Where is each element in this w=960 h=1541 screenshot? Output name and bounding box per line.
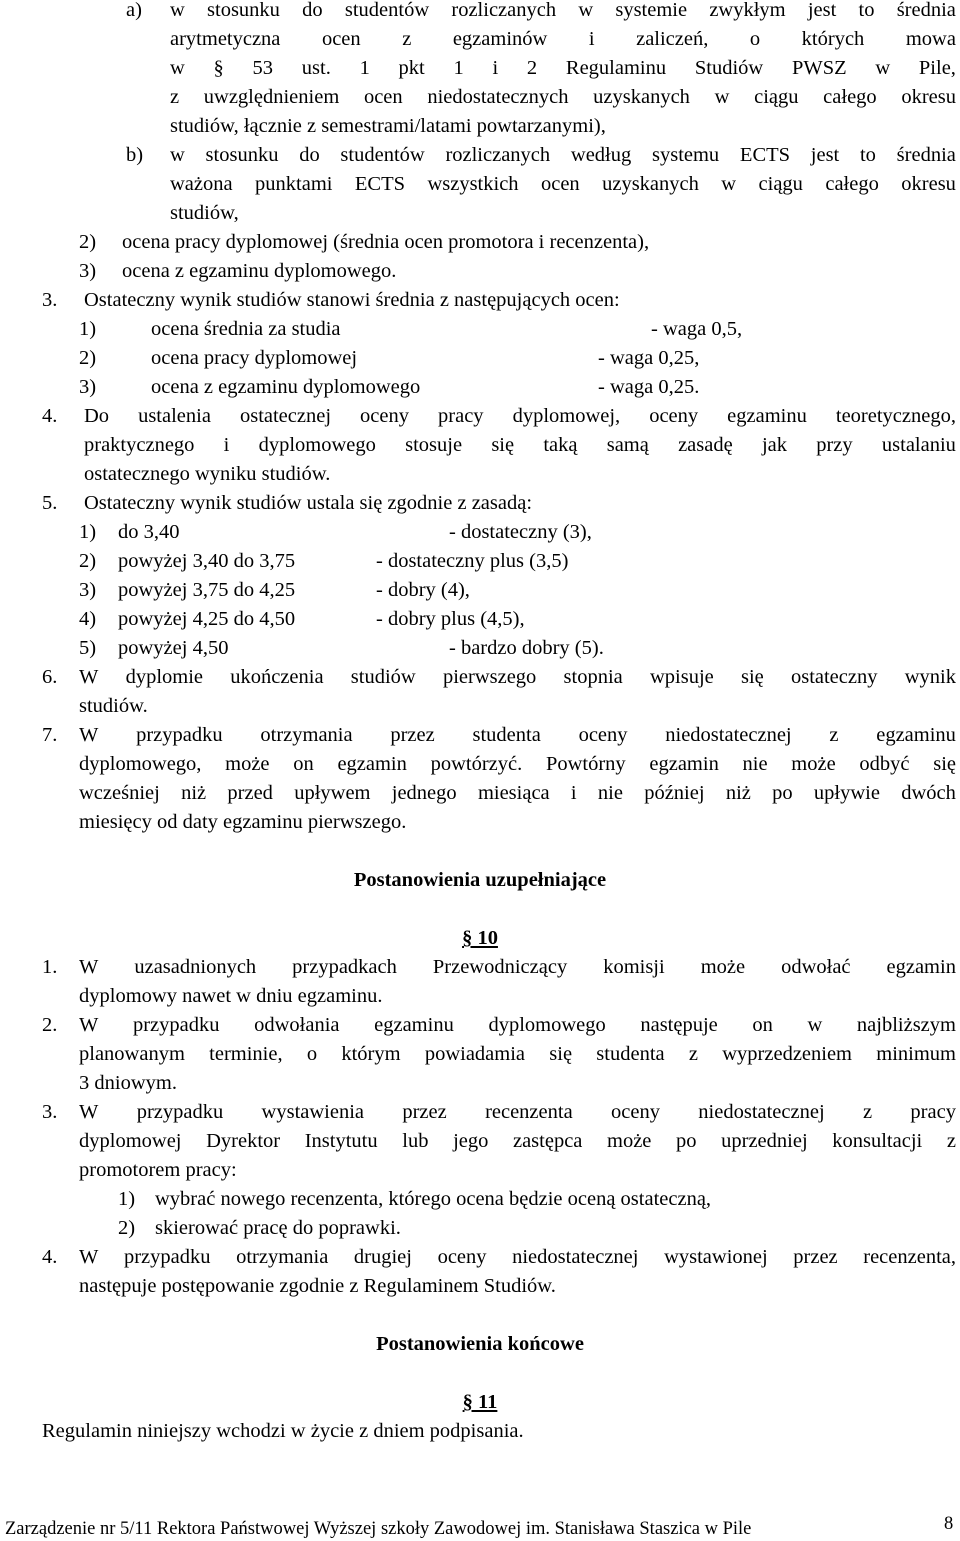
list-number: 2) bbox=[79, 550, 97, 572]
word: okresu bbox=[901, 86, 956, 108]
word: egzaminów bbox=[452, 28, 548, 50]
word: oceny bbox=[649, 405, 699, 427]
list-item-text: wybrać nowego recenzenta, którego ocena będzie oceną ostateczną, bbox=[155, 1188, 712, 1210]
word: wszystkich bbox=[427, 173, 519, 195]
section-number-10 bbox=[0, 924, 960, 953]
word: w bbox=[875, 57, 891, 79]
paragraph-number: 3. bbox=[42, 289, 58, 311]
word: zaliczeń, bbox=[636, 28, 709, 50]
word: studenta bbox=[596, 1043, 665, 1065]
justified-line bbox=[170, 0, 956, 25]
word: niedostatecznych bbox=[427, 86, 569, 108]
word: się bbox=[549, 1043, 573, 1065]
word: upływem bbox=[294, 782, 371, 804]
justified-line bbox=[79, 1040, 956, 1069]
word: pracy bbox=[438, 405, 484, 427]
word: przypadku bbox=[123, 1246, 211, 1268]
word: odwołania bbox=[254, 1014, 340, 1036]
word: W bbox=[79, 1101, 99, 1123]
word: to bbox=[859, 144, 876, 166]
word: 2 bbox=[526, 57, 538, 79]
word: egzamin bbox=[886, 956, 956, 978]
word: Instytutu bbox=[304, 1130, 378, 1152]
word: teoretycznego, bbox=[835, 405, 956, 427]
word: ust. bbox=[301, 57, 331, 79]
word: pierwszego bbox=[442, 666, 537, 688]
justified-line bbox=[79, 779, 956, 808]
list-number: 1) bbox=[118, 1188, 136, 1210]
justified-line bbox=[170, 170, 956, 199]
paragraph-number: 5. bbox=[42, 492, 58, 514]
word: praktycznego bbox=[84, 434, 195, 456]
word: i bbox=[492, 57, 499, 79]
word: dyplomie bbox=[125, 666, 204, 688]
word: oceny bbox=[611, 1101, 660, 1123]
word: może bbox=[607, 1130, 652, 1152]
word: W bbox=[79, 666, 99, 688]
paragraph-last-line: dyplomowy nawet w dniu egzaminu. bbox=[79, 985, 383, 1007]
justified-line bbox=[79, 1127, 956, 1156]
grade-range: do 3,40 bbox=[118, 521, 180, 543]
list-number: 1) bbox=[79, 521, 97, 543]
word: stosunku bbox=[207, 0, 280, 21]
word: punktami bbox=[255, 173, 333, 195]
section-heading-supplementary: Postanowienia uzupełniające bbox=[353, 869, 607, 891]
word: odbyć bbox=[859, 753, 910, 775]
justified-line bbox=[79, 663, 956, 692]
word: pkt bbox=[398, 57, 425, 79]
word: miesiąca bbox=[477, 782, 550, 804]
word: średnia bbox=[896, 144, 956, 166]
word: oceny bbox=[437, 1246, 487, 1268]
paragraph-number: 7. bbox=[42, 724, 58, 746]
word: egzamin bbox=[649, 753, 719, 775]
word: przez bbox=[402, 1101, 447, 1123]
word: wynik bbox=[904, 666, 956, 688]
word: niż bbox=[725, 782, 751, 804]
word: studenta bbox=[472, 724, 541, 746]
word: taką bbox=[543, 434, 578, 456]
word: przed bbox=[227, 782, 273, 804]
word: zwykłym bbox=[709, 0, 786, 21]
word: systemu bbox=[651, 144, 720, 166]
paragraph-last-line: ostatecznego wyniku studiów. bbox=[84, 463, 331, 485]
word: dyplomowego, bbox=[79, 753, 202, 775]
word: z bbox=[402, 28, 412, 50]
word: ciągu bbox=[754, 86, 799, 108]
justified-line bbox=[79, 1098, 956, 1127]
word: planowanym bbox=[79, 1043, 185, 1065]
word: dyplomowej bbox=[79, 1130, 182, 1152]
word: o bbox=[749, 28, 761, 50]
word: odwołać bbox=[781, 956, 851, 978]
grade-range: powyżej 3,40 do 3,75 bbox=[118, 550, 296, 572]
word: przypadku bbox=[136, 724, 223, 746]
word: samą bbox=[606, 434, 649, 456]
word: ukończenia bbox=[230, 666, 324, 688]
word: po bbox=[772, 782, 793, 804]
word: egzaminu bbox=[374, 1014, 454, 1036]
word: może bbox=[791, 753, 836, 775]
word: wpisuje bbox=[649, 666, 714, 688]
word: jego bbox=[453, 1130, 489, 1152]
word: do bbox=[302, 0, 323, 21]
word: pracy bbox=[910, 1101, 956, 1123]
justified-line bbox=[79, 750, 956, 779]
word: studentów bbox=[340, 144, 425, 166]
word: ważona bbox=[170, 173, 233, 195]
word: on bbox=[293, 753, 314, 775]
word: lub bbox=[402, 1130, 429, 1152]
grade-range: powyżej 4,50 bbox=[118, 637, 229, 659]
word: uzyskanych bbox=[593, 86, 690, 108]
list-number: 2) bbox=[79, 347, 97, 369]
word: z bbox=[170, 86, 180, 108]
justified-line bbox=[79, 953, 956, 982]
word: w bbox=[721, 173, 737, 195]
word: Dyrektor bbox=[206, 1130, 281, 1152]
word: jak bbox=[761, 434, 787, 456]
paragraph-last-line: 3 dniowym. bbox=[79, 1072, 177, 1094]
justified-line bbox=[84, 402, 956, 431]
word: ostateczny bbox=[790, 666, 878, 688]
list-number: 1) bbox=[79, 318, 97, 340]
paragraph-last-line: studiów, łącznie z semestrami/latami powtarzanymi), bbox=[170, 115, 606, 137]
word: drugiej bbox=[353, 1246, 412, 1268]
list-number: 2) bbox=[118, 1217, 136, 1239]
grade-range: powyżej 4,25 do 4,50 bbox=[118, 608, 296, 630]
word: ECTS bbox=[739, 144, 791, 166]
word: może bbox=[225, 753, 270, 775]
word: z bbox=[946, 1130, 956, 1152]
paragraph-text: Ostateczny wynik studiów ustala się zgodnie z zasadą: bbox=[84, 492, 533, 514]
word: niż bbox=[181, 782, 207, 804]
word: przy bbox=[816, 434, 853, 456]
word: jest bbox=[810, 144, 840, 166]
final-provision-text: Regulamin niniejszy wchodzi w życie z dniem podpisania. bbox=[42, 1420, 524, 1442]
word: w bbox=[170, 57, 185, 79]
word: którym bbox=[341, 1043, 401, 1065]
word: z bbox=[688, 1043, 698, 1065]
word: wystawienia bbox=[261, 1101, 365, 1123]
grade-name: - dostateczny plus (3,5) bbox=[376, 550, 569, 572]
word: komisji bbox=[603, 956, 665, 978]
grade-name: - dobry plus (4,5), bbox=[376, 608, 525, 630]
word: uprzedniej bbox=[721, 1130, 808, 1152]
grade-name: - bardzo dobry (5). bbox=[449, 637, 604, 659]
word: ocen bbox=[540, 173, 580, 195]
word: o bbox=[306, 1043, 318, 1065]
justified-line bbox=[170, 54, 956, 83]
list-number: 2) bbox=[79, 231, 97, 253]
word: niedostatecznej bbox=[698, 1101, 825, 1123]
word: do bbox=[299, 144, 320, 166]
word: według bbox=[570, 144, 632, 166]
word: oceny bbox=[578, 724, 628, 746]
word: całego bbox=[825, 173, 879, 195]
justified-line bbox=[79, 1011, 956, 1040]
section-number-label: § 11 bbox=[462, 1391, 498, 1413]
word: jest bbox=[807, 0, 837, 21]
word: rozliczanych bbox=[451, 0, 557, 21]
list-item-text: skierować pracę do poprawki. bbox=[155, 1217, 401, 1239]
list-number: 5) bbox=[79, 637, 97, 659]
word: ocen bbox=[321, 28, 361, 50]
word: przez bbox=[390, 724, 435, 746]
word: całego bbox=[823, 86, 877, 108]
word: jednego bbox=[391, 782, 457, 804]
word: okresu bbox=[901, 173, 956, 195]
section-heading-final: Postanowienia końcowe bbox=[376, 1333, 584, 1355]
grade-weight: - waga 0,25, bbox=[598, 347, 700, 369]
word: po bbox=[676, 1130, 697, 1152]
word: W bbox=[79, 1246, 99, 1268]
word: wystawionej bbox=[664, 1246, 768, 1268]
word: studiów bbox=[350, 666, 416, 688]
word: w bbox=[170, 144, 185, 166]
word: przypadku bbox=[132, 1014, 220, 1036]
word: ostatecznej bbox=[239, 405, 332, 427]
list-item-text: ocena z egzaminu dyplomowego. bbox=[122, 260, 397, 282]
word: oceny bbox=[360, 405, 409, 427]
word: i bbox=[570, 782, 577, 804]
word: on bbox=[752, 1014, 773, 1036]
word: zasadę bbox=[678, 434, 733, 456]
justified-line bbox=[170, 83, 956, 112]
word: w bbox=[578, 0, 594, 21]
grade-range: powyżej 3,75 do 4,25 bbox=[118, 579, 296, 601]
word: mowa bbox=[905, 28, 956, 50]
paragraph-last-line: miesięcy od daty egzaminu pierwszego. bbox=[79, 811, 407, 833]
word: powiadamia bbox=[424, 1043, 526, 1065]
word: dyplomowej, bbox=[512, 405, 621, 427]
paragraph-number: 4. bbox=[42, 405, 58, 427]
justified-line bbox=[170, 25, 956, 54]
grade-component: ocena z egzaminu dyplomowego bbox=[151, 376, 421, 398]
word: z bbox=[829, 724, 839, 746]
word: niedostatecznej bbox=[665, 724, 792, 746]
list-number: 3) bbox=[79, 579, 97, 601]
grade-weight: - waga 0,5, bbox=[651, 318, 743, 340]
list-marker-b: b) bbox=[126, 144, 144, 166]
page-footer-text: Zarządzenie nr 5/11 Rektora Państwowej Wyższej szkoły Zawodowej im. Stanisława Staszica w Pile bbox=[5, 1519, 752, 1539]
word: otrzymania bbox=[260, 724, 353, 746]
word: uzasadnionych bbox=[134, 956, 257, 978]
word: Studiów bbox=[694, 57, 764, 79]
list-number: 3) bbox=[79, 260, 97, 282]
word: stopnia bbox=[563, 666, 623, 688]
word: może bbox=[700, 956, 746, 978]
word: upływie bbox=[813, 782, 880, 804]
word: stosunku bbox=[205, 144, 279, 166]
justified-line bbox=[79, 721, 956, 750]
word: Pile, bbox=[918, 57, 956, 79]
list-number: 3) bbox=[79, 376, 97, 398]
word: terminie, bbox=[209, 1043, 283, 1065]
word: arytmetyczna bbox=[170, 28, 281, 50]
word: których bbox=[801, 28, 865, 50]
grade-component: ocena pracy dyplomowej bbox=[151, 347, 358, 369]
page-number: 8 bbox=[944, 1514, 954, 1534]
paragraph-number: 6. bbox=[42, 666, 58, 688]
word: to bbox=[858, 0, 875, 21]
paragraph-number: 3. bbox=[42, 1101, 58, 1123]
justified-line bbox=[84, 431, 956, 460]
paragraph-number: 2. bbox=[42, 1014, 58, 1036]
word: z bbox=[862, 1101, 873, 1123]
word: otrzymania bbox=[236, 1246, 329, 1268]
word: W bbox=[79, 724, 99, 746]
word: W bbox=[79, 1014, 99, 1036]
word: ciągu bbox=[758, 173, 803, 195]
word: dyplomowego bbox=[488, 1014, 606, 1036]
list-item-text: ocena pracy dyplomowej (średnia ocen promotora i recenzenta), bbox=[122, 231, 650, 253]
grade-name: - dostateczny (3), bbox=[449, 521, 592, 543]
word: później bbox=[644, 782, 705, 804]
word: się bbox=[491, 434, 515, 456]
word: niedostatecznej bbox=[512, 1246, 639, 1268]
paragraph-last-line: następuje postępowanie zgodnie z Regulaminem Studiów. bbox=[79, 1275, 556, 1297]
paragraph-text: Ostateczny wynik studiów stanowi średnia z następujących ocen: bbox=[84, 289, 620, 311]
list-number: 4) bbox=[79, 608, 97, 630]
word: następuje bbox=[640, 1014, 718, 1036]
word: 1 bbox=[453, 57, 464, 79]
word: nie bbox=[597, 782, 623, 804]
word: ECTS bbox=[354, 173, 406, 195]
word: przypadkach bbox=[292, 956, 397, 978]
word: ustalaniu bbox=[881, 434, 956, 456]
section-number-label: § 10 bbox=[462, 927, 498, 949]
word: systemie bbox=[615, 0, 688, 21]
word: się bbox=[740, 666, 764, 688]
list-marker-a: a) bbox=[126, 0, 142, 21]
word: przez bbox=[793, 1246, 838, 1268]
word: i bbox=[223, 434, 230, 456]
word: recenzenta, bbox=[863, 1246, 956, 1268]
word: 53 bbox=[252, 57, 274, 79]
word: stosuje bbox=[405, 434, 463, 456]
word: W bbox=[79, 956, 99, 978]
word: nie bbox=[742, 753, 768, 775]
word: wyprzedzeniem bbox=[722, 1043, 853, 1065]
word: rozliczanych bbox=[445, 144, 551, 166]
grade-component: ocena średnia za studia bbox=[151, 318, 341, 340]
word: konsultacji bbox=[832, 1130, 923, 1152]
justified-line bbox=[79, 1243, 956, 1272]
word: 1 bbox=[359, 57, 370, 79]
paragraph-last-line: studiów, bbox=[170, 202, 239, 224]
grade-weight: - waga 0,25. bbox=[598, 376, 700, 398]
word: w bbox=[807, 1014, 823, 1036]
word: uzyskanych bbox=[602, 173, 699, 195]
word: najbliższym bbox=[856, 1014, 956, 1036]
word: PWSZ bbox=[791, 57, 847, 79]
word: w bbox=[714, 86, 730, 108]
paragraph-number: 4. bbox=[42, 1246, 58, 1268]
word: egzamin bbox=[337, 753, 407, 775]
word: egzaminu bbox=[727, 405, 807, 427]
word: w bbox=[170, 0, 185, 21]
word: dyplomowego bbox=[258, 434, 376, 456]
word: uwzględnieniem bbox=[203, 86, 340, 108]
section-number-11 bbox=[0, 1388, 960, 1417]
word: przypadku bbox=[136, 1101, 224, 1123]
word: wcześniej bbox=[79, 782, 160, 804]
grade-name: - dobry (4), bbox=[376, 579, 470, 601]
word: egzaminu bbox=[876, 724, 956, 746]
word: dwóch bbox=[901, 782, 956, 804]
word: recenzenta bbox=[485, 1101, 573, 1123]
word: Regulaminu bbox=[565, 57, 667, 79]
paragraph-last-line: studiów. bbox=[79, 695, 148, 717]
word: ustalenia bbox=[138, 405, 211, 427]
paragraph-last-line: promotorem pracy: bbox=[79, 1159, 237, 1181]
word: § bbox=[213, 57, 224, 79]
justified-line bbox=[170, 141, 956, 170]
word: minimum bbox=[876, 1043, 956, 1065]
word: i bbox=[588, 28, 595, 50]
word: się bbox=[933, 753, 956, 775]
word: średnia bbox=[896, 0, 956, 21]
word: Powtórny bbox=[545, 753, 626, 775]
word: powtórzyć. bbox=[430, 753, 523, 775]
word: studentów bbox=[344, 0, 430, 21]
word: zastępca bbox=[512, 1130, 583, 1152]
word: Przewodniczący bbox=[432, 956, 568, 978]
word: Do bbox=[84, 405, 110, 427]
paragraph-number: 1. bbox=[42, 956, 58, 978]
word: ocen bbox=[363, 86, 403, 108]
